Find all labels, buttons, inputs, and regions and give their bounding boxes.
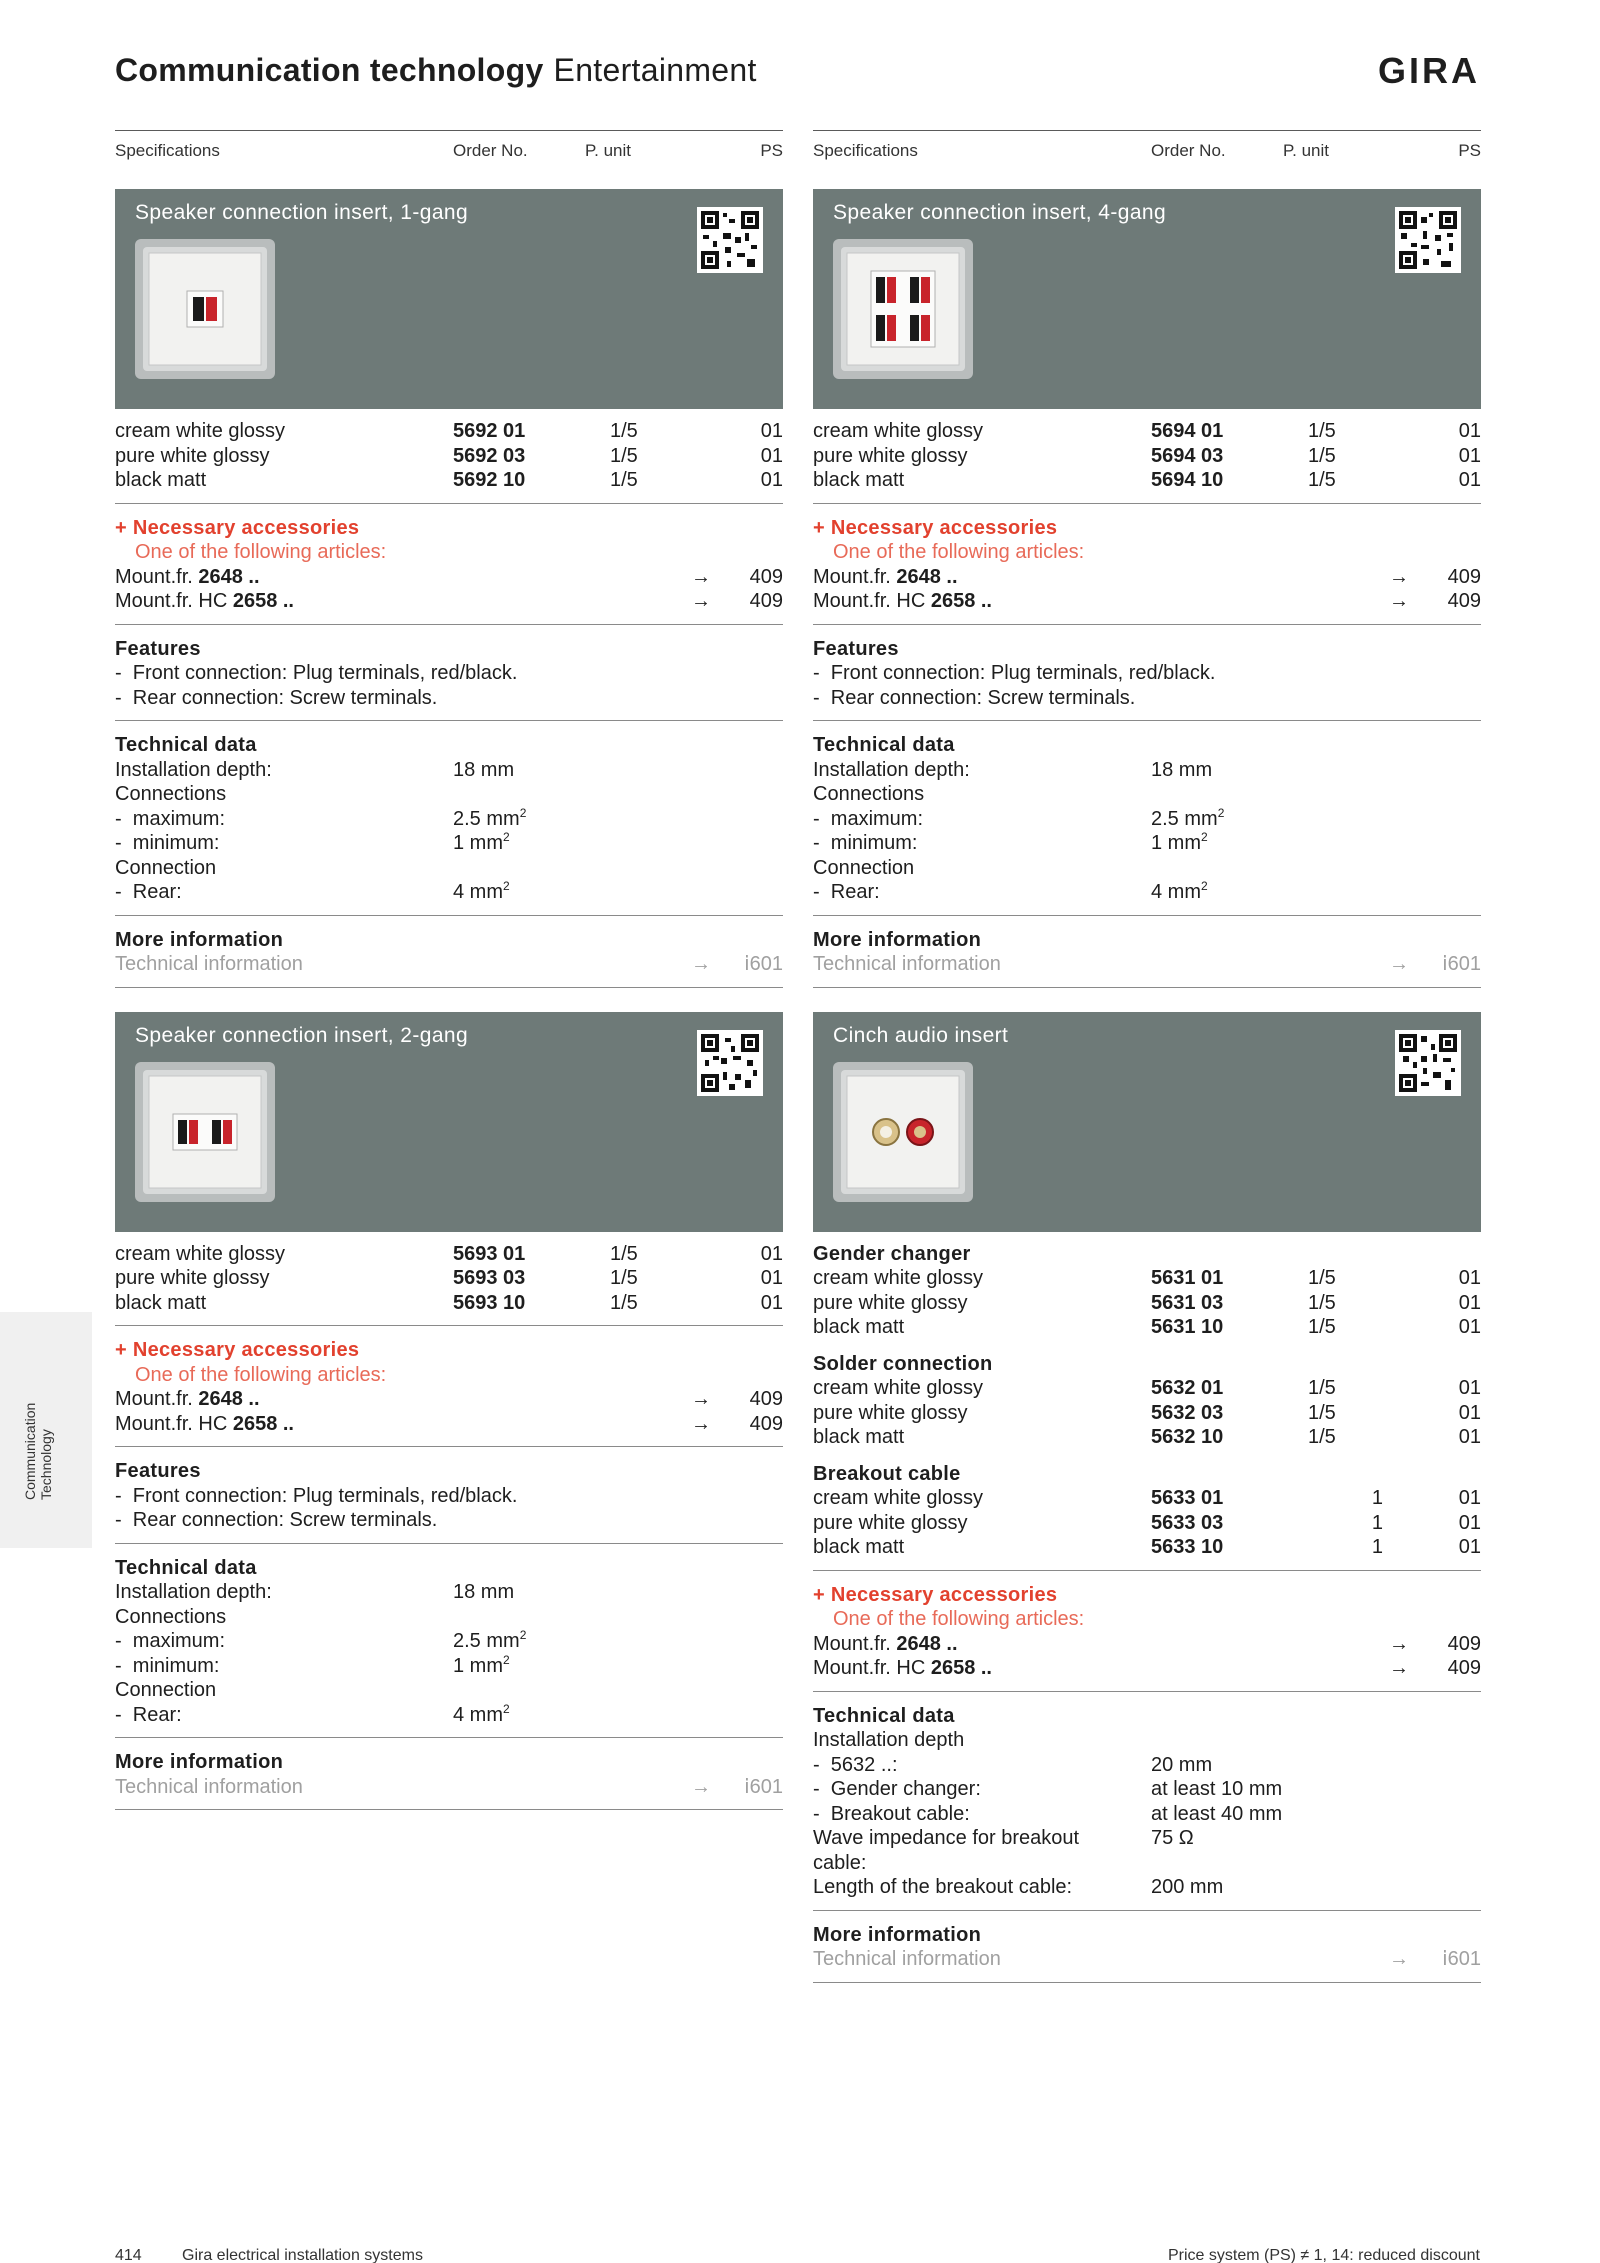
group-heading: Gender changer	[813, 1242, 971, 1265]
tech-row: - Rear: 4 $mm^2$	[813, 879, 1208, 903]
variant-row: black matt 5631 10 1/5 01	[813, 1316, 1481, 1338]
tech-row: Installation depth	[813, 1729, 965, 1751]
qr-code-icon[interactable]	[697, 1030, 763, 1096]
more-information-section	[813, 1911, 1481, 1983]
info-icon: ⅰ	[1442, 953, 1448, 975]
tech-row: Connections	[115, 783, 227, 805]
variant-row: cream white glossy 5633 01 1 01	[813, 1487, 1481, 1509]
group-heading: Solder connection	[813, 1352, 993, 1375]
technical-information-link[interactable]: Technical information → ⅰ601	[813, 953, 1481, 975]
product-image-cinch	[833, 1062, 973, 1202]
qr-code-icon[interactable]	[1395, 207, 1461, 273]
arrow-right-icon: →	[691, 590, 711, 612]
tech-row: Connection	[115, 1679, 217, 1701]
header-specifications: Specifications	[813, 141, 918, 160]
tech-row: Connections	[813, 783, 925, 805]
arrow-right-icon: →	[691, 953, 711, 975]
features-heading: Features	[813, 637, 899, 660]
product-speaker-4-gang	[813, 189, 1481, 988]
page-number: 414	[115, 2247, 142, 2263]
more-information-heading: More information	[115, 928, 284, 951]
arrow-right-icon: →	[1389, 565, 1409, 588]
accessory-row: Mount.fr. HC 2658 .. → 409	[813, 1657, 1481, 1679]
page-link[interactable]: 409	[749, 1388, 783, 1410]
tech-row: - 5632 ..: 20 mm	[813, 1753, 1213, 1776]
page-title-main: Communication technology	[115, 52, 544, 88]
brand-logo: GIRA	[1378, 50, 1480, 91]
header-order-no: Order No.	[1151, 141, 1226, 160]
variant-row: pure white glossy 5632 03 1/5 01	[813, 1401, 1481, 1424]
arrow-right-icon: →	[1389, 1657, 1409, 1679]
accessory-row: Mount.fr. 2648 .. → 409	[813, 1632, 1481, 1655]
tech-row: - minimum: 1 $mm^2$	[115, 830, 510, 854]
right-column	[813, 130, 1481, 1983]
variant-row: black matt 5693 10 1/5 01	[115, 1291, 783, 1314]
tech-row: cable:	[813, 1851, 867, 1874]
variant-list	[115, 1232, 783, 1327]
product-speaker-2-gang	[115, 1012, 783, 1811]
accessories-note: One of the following articles:	[135, 541, 387, 563]
technical-data-section	[813, 1692, 1481, 1911]
product-title: Speaker connection insert, 2-gang	[135, 1023, 469, 1047]
accessory-row: Mount.fr. 2648 .. → 409	[115, 565, 783, 588]
variant-row: black matt 5692 10 1/5 01	[115, 469, 783, 491]
product-banner	[813, 189, 1481, 409]
variant-row: black matt 5633 10 1 01	[813, 1536, 1481, 1558]
product-image-2-gang	[135, 1062, 275, 1202]
product-banner	[115, 1012, 783, 1232]
feature-item: - Rear connection: Screw terminals.	[813, 686, 1136, 709]
column-header	[115, 130, 783, 170]
feature-item: - Rear connection: Screw terminals.	[115, 686, 438, 709]
accessories-section	[813, 504, 1481, 625]
product-title: Cinch audio insert	[833, 1023, 1009, 1047]
variant-row: pure white glossy 5694 03 1/5 01	[813, 444, 1481, 467]
technical-data-section	[115, 1544, 783, 1739]
features-heading: Features	[115, 1460, 201, 1482]
variant-list	[813, 409, 1481, 504]
tech-row: Installation depth: 18 mm	[115, 758, 515, 781]
features-section	[813, 625, 1481, 722]
solder-connection-group	[813, 1340, 1481, 1450]
page-title-section: Entertainment	[553, 52, 757, 88]
variant-row: cream white glossy 5693 01 1/5 01	[115, 1242, 783, 1265]
more-information-section	[813, 916, 1481, 988]
more-information-heading: More information	[813, 928, 982, 951]
variant-row: pure white glossy 5633 03 1 01	[813, 1511, 1481, 1534]
more-information-section	[115, 1738, 783, 1810]
page-title	[115, 52, 757, 89]
accessory-row: Mount.fr. HC 2658 .. → 409	[115, 1412, 783, 1435]
arrow-right-icon: →	[1389, 1632, 1409, 1655]
tech-row: - maximum: 2.5 $mm^2$	[115, 1628, 527, 1652]
accessories-note: One of the following articles:	[135, 1363, 387, 1386]
product-cinch-audio	[813, 1012, 1481, 1983]
accessories-note: One of the following articles:	[833, 541, 1085, 563]
accessory-row: Mount.fr. HC 2658 .. → 409	[813, 590, 1481, 612]
feature-item: - Front connection: Plug terminals, red/black.	[115, 1484, 518, 1507]
more-information-heading: More information	[115, 1751, 284, 1773]
variant-row: black matt 5694 10 1/5 01	[813, 469, 1481, 491]
section-tab-label: Communication Technology	[22, 1402, 54, 1500]
features-section	[115, 625, 783, 722]
accessories-section	[813, 1571, 1481, 1692]
technical-data-heading: Technical data	[115, 1556, 257, 1579]
tech-row: Installation depth: 18 mm	[115, 1581, 515, 1603]
tech-row: Length of the breakout cable: 200 mm	[813, 1876, 1224, 1898]
tech-row: - maximum: 2.5 $mm^2$	[813, 805, 1225, 830]
page-link[interactable]: 409	[749, 590, 783, 612]
tech-row: - maximum: 2.5 $mm^2$	[115, 805, 527, 830]
accessories-section	[115, 1326, 783, 1447]
page-link[interactable]: 409	[1447, 565, 1481, 588]
qr-code-icon[interactable]	[1395, 1030, 1461, 1096]
more-information-section	[115, 916, 783, 988]
arrow-right-icon: →	[691, 565, 711, 588]
variant-row: pure white glossy 5693 03 1/5 01	[115, 1267, 783, 1289]
arrow-right-icon: →	[691, 1775, 711, 1798]
technical-information-link[interactable]: Technical information → ⅰ601	[115, 953, 783, 975]
header-ps: PS	[1458, 141, 1481, 160]
technical-data-section	[813, 721, 1481, 916]
column-header	[813, 130, 1481, 170]
variant-row: black matt 5632 10 1/5 01	[813, 1426, 1481, 1448]
technical-data-heading: Technical data	[813, 734, 955, 756]
product-title: Speaker connection insert, 1-gang	[135, 201, 469, 224]
accessory-row: Mount.fr. 2648 .. → 409	[115, 1388, 783, 1410]
header-order-no: Order No.	[453, 141, 528, 160]
technical-information-link[interactable]: Technical information → ⅰ601	[813, 1948, 1481, 1970]
gender-changer-group	[813, 1232, 1481, 1340]
variant-row: cream white glossy 5632 01 1/5 01	[813, 1377, 1481, 1399]
accessories-note: One of the following articles:	[833, 1608, 1085, 1630]
info-icon: ⅰ	[744, 1775, 750, 1798]
tech-row: - minimum: 1 $mm^2$	[115, 1652, 510, 1677]
feature-item: - Rear connection: Screw terminals.	[115, 1509, 438, 1531]
tech-row: Wave impedance for breakout 75 Ω	[813, 1827, 1194, 1849]
accessories-heading: + Necessary accessories	[813, 1583, 1058, 1606]
header-specifications: Specifications	[115, 141, 220, 160]
tech-row: Connection	[115, 856, 217, 879]
header-p-unit: P. unit	[585, 141, 632, 160]
product-image-1-gang	[135, 239, 275, 379]
accessories-heading: + Necessary accessories	[115, 516, 360, 539]
accessories-heading: + Necessary accessories	[813, 516, 1058, 539]
variant-row: cream white glossy 5694 01 1/5 01	[813, 420, 1481, 442]
variant-list	[115, 409, 783, 504]
tech-row: - Breakout cable: at least 40 mm	[813, 1802, 1283, 1825]
tech-row: Connections	[115, 1605, 227, 1628]
variant-row: cream white glossy 5692 01 1/5 01	[115, 420, 783, 442]
tech-row: - Rear: 4 $mm^2$	[115, 879, 510, 903]
tech-row: - Rear: 4 $mm^2$	[115, 1701, 510, 1726]
arrow-right-icon: →	[691, 1412, 711, 1435]
accessory-row: Mount.fr. 2648 .. → 409	[813, 565, 1481, 588]
group-heading: Breakout cable	[813, 1462, 961, 1485]
product-banner	[813, 1012, 1481, 1232]
arrow-right-icon: →	[1389, 1948, 1409, 1970]
accessory-row: Mount.fr. HC 2658 .. → 409	[115, 590, 783, 612]
price-system-note: Price system (PS) ≠ 1, 14: reduced discount	[1167, 2247, 1480, 2263]
tech-row: - minimum: 1 $mm^2$	[813, 830, 1208, 854]
tech-row: Connection	[813, 856, 915, 879]
variant-row: pure white glossy 5631 03 1/5 01	[813, 1291, 1481, 1314]
features-heading: Features	[115, 637, 201, 660]
header-p-unit: P. unit	[1283, 141, 1330, 160]
tech-row: - Gender changer: at least 10 mm	[813, 1778, 1283, 1800]
product-banner	[115, 189, 783, 409]
header-ps: PS	[760, 141, 783, 160]
publication-name: Gira electrical installation systems	[182, 2247, 423, 2263]
feature-item: - Front connection: Plug terminals, red/black.	[813, 662, 1216, 684]
variant-row: pure white glossy 5692 03 1/5 01	[115, 444, 783, 467]
product-image-4-gang	[833, 239, 973, 379]
feature-item: - Front connection: Plug terminals, red/black.	[115, 662, 518, 684]
product-title: Speaker connection insert, 4-gang	[833, 201, 1167, 224]
left-column	[115, 130, 783, 1810]
tech-row: Installation depth: 18 mm	[813, 758, 1213, 781]
technical-data-heading: Technical data	[813, 1704, 955, 1727]
info-icon: ⅰ	[1442, 1948, 1448, 1970]
more-information-heading: More information	[813, 1923, 982, 1946]
qr-code-icon[interactable]	[697, 207, 763, 273]
technical-data-heading: Technical data	[115, 734, 257, 756]
arrow-right-icon: →	[691, 1388, 711, 1410]
page-link[interactable]: 409	[1447, 1632, 1481, 1655]
technical-data-section	[115, 721, 783, 916]
breakout-cable-group	[813, 1450, 1481, 1571]
accessories-heading: + Necessary accessories	[115, 1339, 360, 1361]
page-link[interactable]: 409	[749, 565, 783, 588]
technical-information-link[interactable]: Technical information → ⅰ601	[115, 1775, 783, 1798]
accessories-section	[115, 504, 783, 625]
page-link[interactable]: 409	[1447, 1657, 1481, 1679]
page-link[interactable]: 409	[1447, 590, 1481, 612]
arrow-right-icon: →	[1389, 590, 1409, 612]
features-section	[115, 1447, 783, 1544]
variant-row: cream white glossy 5631 01 1/5 01	[813, 1267, 1481, 1289]
product-speaker-1-gang	[115, 189, 783, 988]
arrow-right-icon: →	[1389, 953, 1409, 975]
info-icon: ⅰ	[744, 953, 750, 975]
page-link[interactable]: 409	[749, 1412, 783, 1435]
